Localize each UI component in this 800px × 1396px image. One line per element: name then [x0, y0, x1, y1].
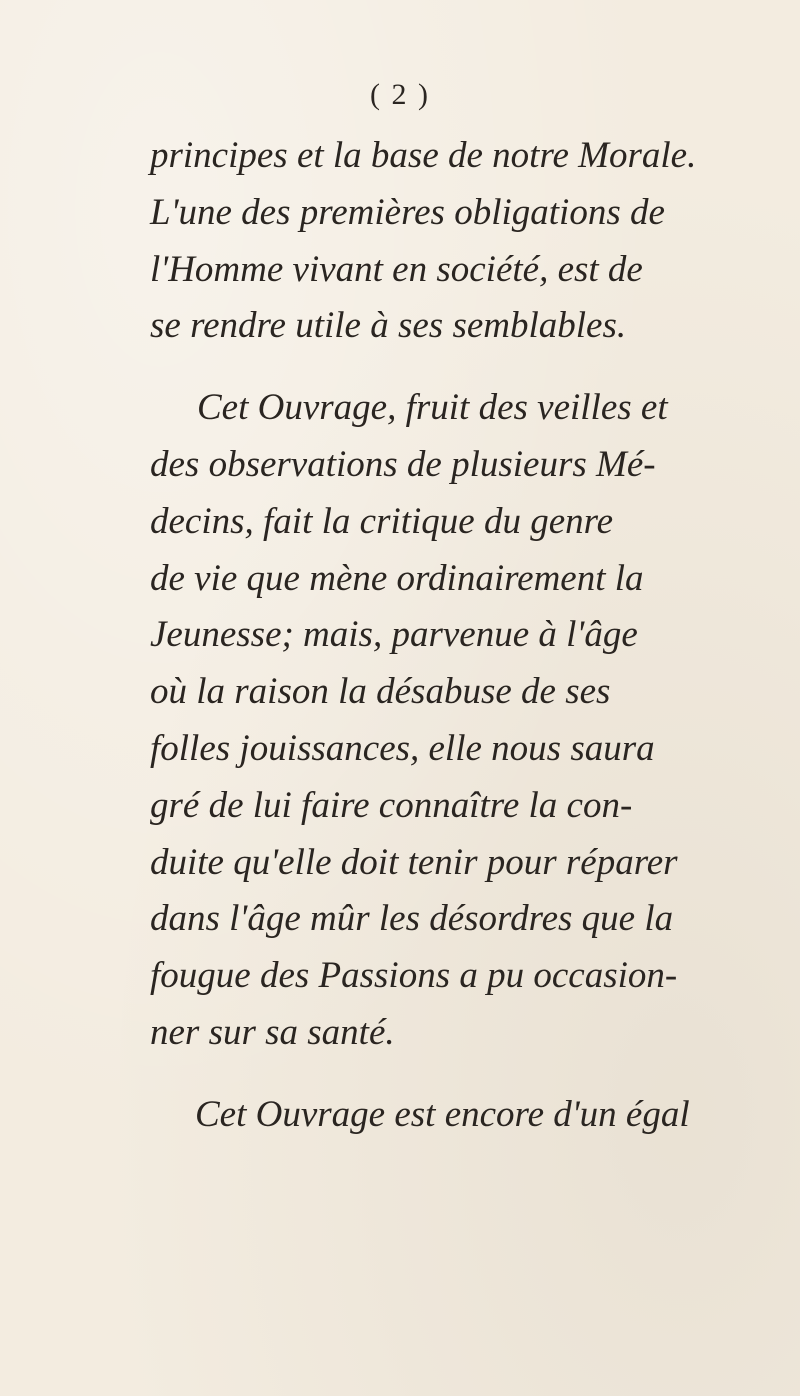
paragraph-3: [150, 1087, 800, 1144]
text-line: gré de lui faire connaître la con-: [150, 784, 633, 826]
text-line: Cet Ouvrage est encore d'un égal: [195, 1093, 690, 1135]
text-line: de vie que mène ordinairement la: [150, 557, 644, 599]
text-line: ner sur sa santé.: [150, 1011, 395, 1053]
text-line: L'une des premières obligations de: [150, 191, 665, 233]
body-text: [150, 128, 800, 1144]
text-line: decins, fait la critique du genre: [150, 500, 614, 542]
text-line: Cet Ouvrage, fruit des veilles et: [197, 387, 668, 429]
text-line: se rendre utile à ses semblables.: [150, 305, 627, 347]
text-line: principes et la base de notre Morale.: [150, 135, 697, 176]
text-line: dans l'âge mûr les désordres que la: [150, 898, 674, 940]
text-line: Jeunesse; mais, parvenue à l'âge: [150, 614, 638, 656]
text-line: des observations de plusieurs Mé-: [150, 443, 656, 485]
paragraph-1: [150, 128, 800, 355]
paragraph-2: [150, 380, 800, 1062]
text-line: l'Homme vivant en société, est de: [150, 248, 643, 290]
text-line: duite qu'elle doit tenir pour réparer: [150, 841, 678, 883]
page-number: ( 2 ): [370, 78, 430, 111]
text-line: folles jouissances, elle nous saura: [150, 727, 655, 769]
text-line: fougue des Passions a pu occasion-: [150, 955, 678, 997]
text-line: où la raison la désabuse de ses: [150, 671, 611, 713]
